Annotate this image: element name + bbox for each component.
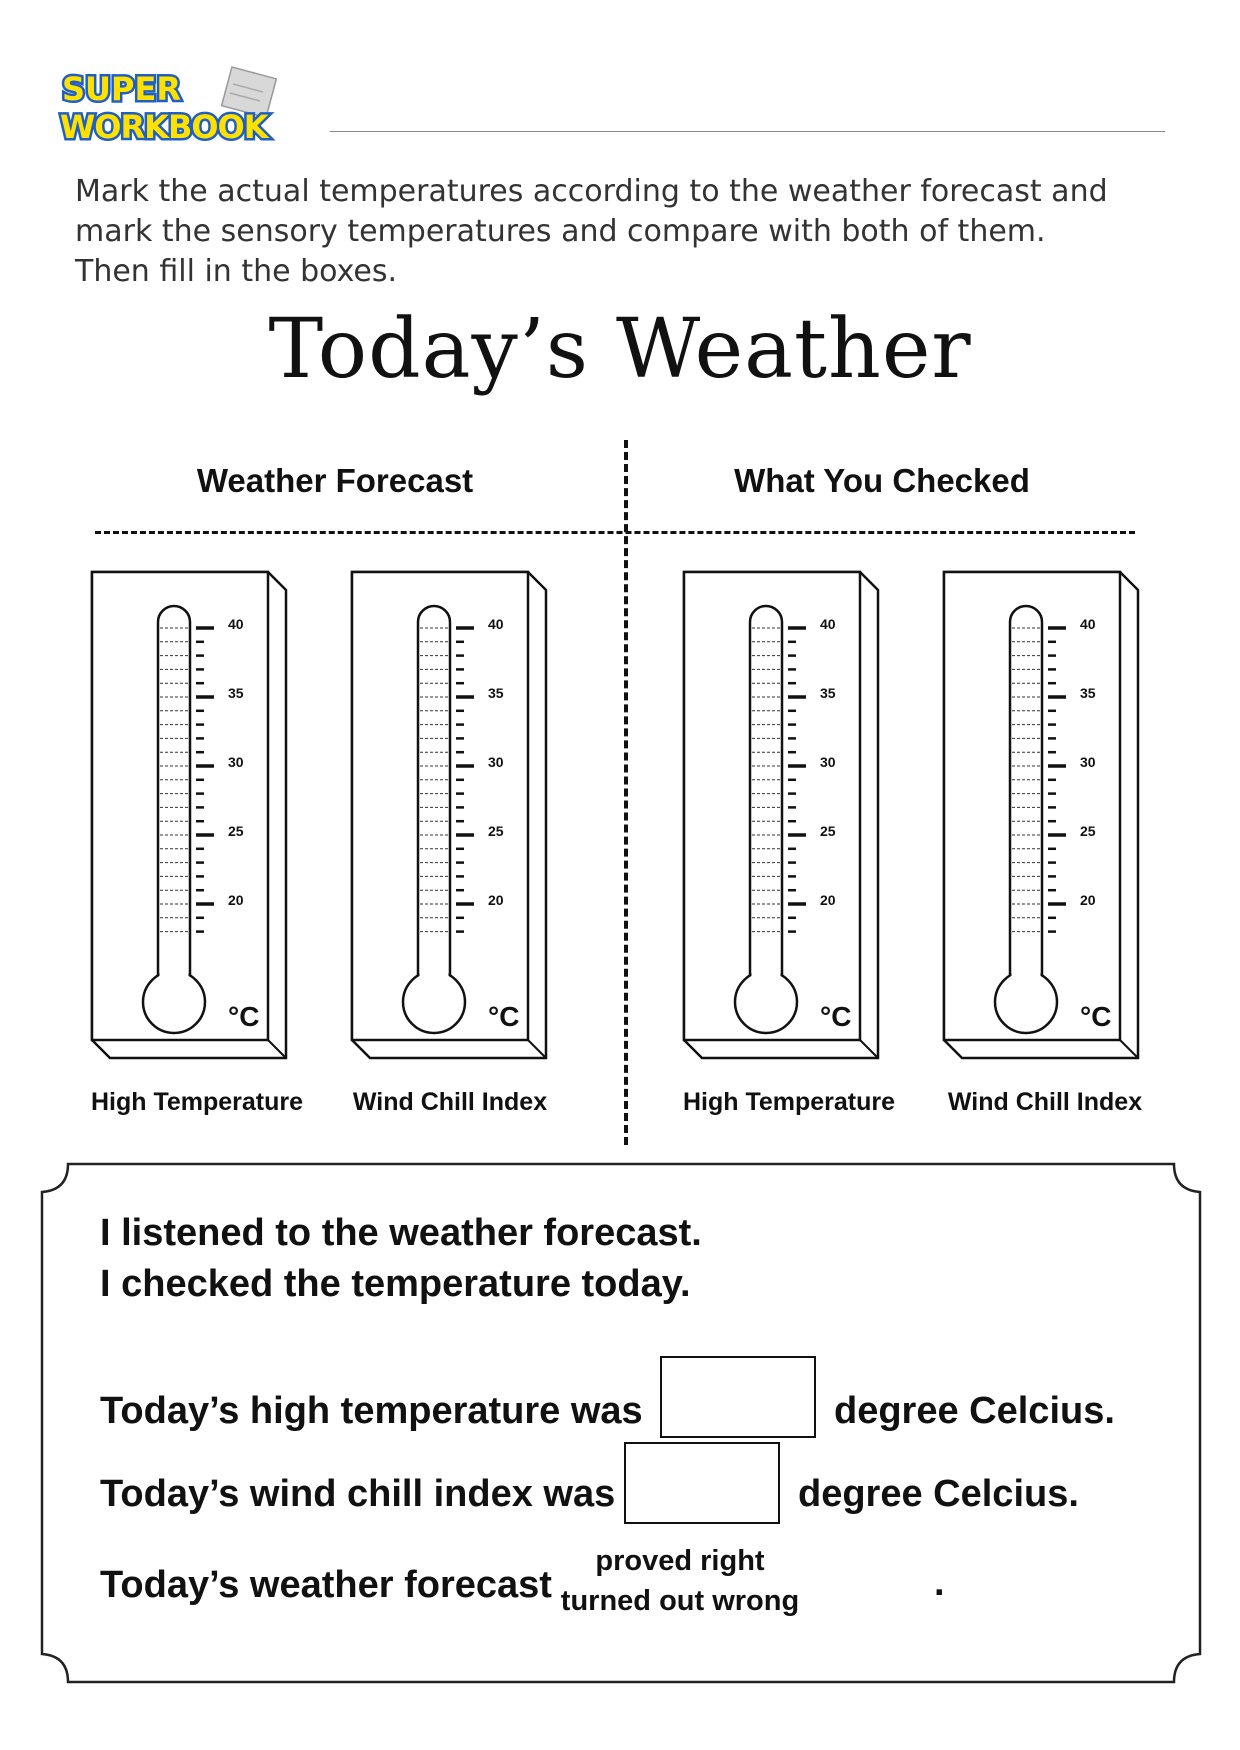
thermometer-forecast-high[interactable] bbox=[90, 570, 290, 1060]
high-temperature-prefix: Today’s high temperature was bbox=[100, 1390, 643, 1432]
thermometer-svg bbox=[682, 570, 882, 1060]
tube-join bbox=[160, 968, 189, 984]
thermometer-svg bbox=[90, 570, 290, 1060]
horizontal-divider bbox=[95, 531, 1135, 534]
thermometer-svg bbox=[350, 570, 550, 1060]
tick-label: 20 bbox=[228, 892, 244, 908]
tick-label: 25 bbox=[228, 823, 244, 839]
intro-line-1: I listened to the weather forecast. bbox=[100, 1212, 702, 1254]
what-you-checked-heading: What You Checked bbox=[734, 462, 1030, 499]
vertical-divider bbox=[624, 440, 628, 1145]
weather-forecast-heading: Weather Forecast bbox=[196, 462, 474, 499]
tick-label: 30 bbox=[488, 754, 504, 770]
logo-line2: WORKBOOK bbox=[60, 108, 268, 146]
tick-label: 40 bbox=[820, 616, 836, 632]
tick-label: 35 bbox=[820, 685, 836, 701]
tick-label: 40 bbox=[1080, 616, 1096, 632]
high-temperature-answer-box[interactable] bbox=[660, 1356, 816, 1438]
tube-join bbox=[752, 968, 781, 984]
instruction-line: mark the sensory temperatures and compare with both of them. bbox=[75, 214, 1046, 249]
tick-label: 35 bbox=[1080, 685, 1096, 701]
tick-label: 40 bbox=[488, 616, 504, 632]
logo-line1: SUPER bbox=[62, 70, 181, 108]
sentence-period: . bbox=[934, 1562, 945, 1604]
unit-label: °C bbox=[488, 1001, 520, 1032]
tick-label: 30 bbox=[1080, 754, 1096, 770]
wind-chill-prefix: Today’s wind chill index was bbox=[100, 1473, 616, 1515]
wind-chill-suffix: degree Celcius. bbox=[798, 1473, 1079, 1515]
thermometer-checked-windchill[interactable] bbox=[942, 570, 1142, 1060]
tube-join bbox=[1012, 968, 1041, 984]
instruction-line: Then fill in the boxes. bbox=[75, 254, 398, 289]
tick-label: 40 bbox=[228, 616, 244, 632]
tube-join bbox=[420, 968, 449, 984]
instructions bbox=[75, 172, 1195, 292]
high-temperature-suffix: degree Celcius. bbox=[834, 1390, 1115, 1432]
tick-label: 35 bbox=[488, 685, 504, 701]
unit-label: °C bbox=[820, 1001, 852, 1032]
intro-line-2: I checked the temperature today. bbox=[100, 1263, 691, 1305]
choice-turned-out-wrong[interactable]: turned out wrong bbox=[560, 1585, 800, 1617]
wind-chill-answer-box[interactable] bbox=[624, 1442, 780, 1524]
super-workbook-logo bbox=[58, 66, 328, 146]
tick-label: 35 bbox=[228, 685, 244, 701]
thermometer-label: Wind Chill Index bbox=[947, 1088, 1143, 1116]
thermometer-svg bbox=[942, 570, 1142, 1060]
thermometer-tube bbox=[158, 606, 190, 980]
thermometer-tube bbox=[1010, 606, 1042, 980]
instruction-line: Mark the actual temperatures according to the weather forecast and bbox=[75, 174, 1108, 209]
tick-label: 20 bbox=[1080, 892, 1096, 908]
tick-label: 20 bbox=[488, 892, 504, 908]
tick-label: 25 bbox=[1080, 823, 1096, 839]
page-title: Today’s Weather bbox=[268, 302, 972, 397]
tick-label: 30 bbox=[820, 754, 836, 770]
tick-label: 25 bbox=[488, 823, 504, 839]
thermometer-checked-high[interactable] bbox=[682, 570, 882, 1060]
unit-label: °C bbox=[1080, 1001, 1112, 1032]
thermometer-label: High Temperature bbox=[90, 1088, 304, 1116]
header-rule bbox=[330, 131, 1165, 132]
tick-label: 25 bbox=[820, 823, 836, 839]
thermometer-label: Wind Chill Index bbox=[352, 1088, 548, 1116]
thermometer-tube bbox=[418, 606, 450, 980]
forecast-prefix: Today’s weather forecast bbox=[100, 1564, 552, 1606]
tick-label: 30 bbox=[228, 754, 244, 770]
tick-label: 20 bbox=[820, 892, 836, 908]
thermometer-tube bbox=[750, 606, 782, 980]
logo-graphic bbox=[58, 66, 328, 146]
thermometer-forecast-windchill[interactable] bbox=[350, 570, 550, 1060]
answer-box bbox=[38, 1162, 1204, 1684]
unit-label: °C bbox=[228, 1001, 260, 1032]
thermometer-label: High Temperature bbox=[682, 1088, 896, 1116]
choice-proved-right[interactable]: proved right bbox=[595, 1545, 765, 1577]
